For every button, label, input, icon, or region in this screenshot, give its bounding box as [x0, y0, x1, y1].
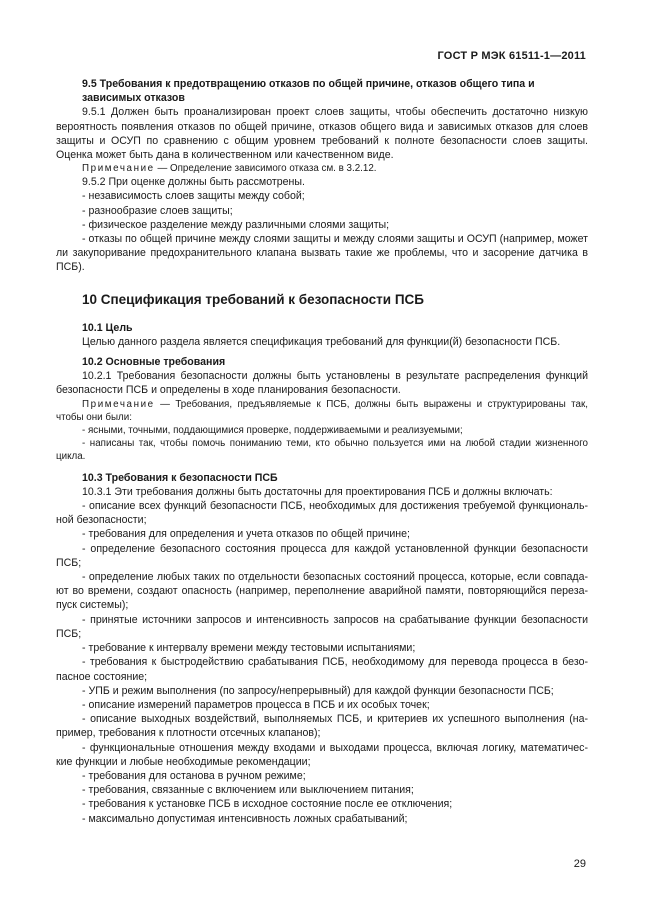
- paragraph-10-3-1: 10.3.1 Эти требования должны быть достаточны для проектирования ПСБ и должны включать:: [82, 485, 553, 498]
- list-item: - определение безопасного состояния процесса для каждой установленной функции безопасности ПСБ;: [56, 542, 588, 569]
- note-text: — Определение зависимого отказа см. в 3.2.12.: [154, 163, 377, 175]
- note-list-item: - ясными, точными, поддающимися проверке, поддерживаемыми и реализуемыми;: [82, 424, 463, 436]
- section-10-1-title: 10.1 Цель: [82, 321, 133, 334]
- list-item: - описание измерений параметров процесса в ПСБ и их особых точек;: [82, 698, 430, 711]
- document-body: [56, 77, 588, 826]
- document-header: ГОСТ Р МЭК 61511-1—2011: [437, 50, 586, 62]
- page-number: 29: [573, 858, 586, 870]
- note-9-5: [56, 162, 588, 175]
- note-10-2: [56, 398, 588, 424]
- list-item: - отказы по общей причине между слоями защиты и между слоями защиты и ОСУП (например, может ли закупоривание предохранительного клапана вызвать такие же проблемы, что и засорение датчика в ПСБ).: [56, 233, 588, 274]
- note-label: Примечание: [82, 398, 155, 410]
- list-item: - требования к быстродействию срабатывания ПСБ, необходимому для перевода процесса в безо-пасное состояние;: [56, 656, 588, 683]
- list-item: - требования для останова в ручном режиме;: [82, 769, 306, 782]
- list-item: - разнообразие слоев защиты;: [82, 204, 233, 217]
- paragraph-10-1: Целью данного раздела является спецификация требований для функции(й) безопасности ПСБ.: [82, 335, 561, 348]
- list-item: - функциональные отношения между входами и выходами процесса, включая логику, математичес-кие функции и любые необходимые рекомендации;: [56, 741, 588, 768]
- list-item: - требования для определения и учета отказов по общей причине;: [82, 528, 410, 541]
- list-item: - требования к установке ПСБ в исходное состояние после ее отключения;: [82, 798, 453, 811]
- list-item: - УПБ и режим выполнения (по запросу/непрерывный) для каждой функции безопасности ПСБ;: [82, 684, 554, 697]
- list-item: - определение любых таких по отдельности безопасных состояний процесса, которые, если совпада-ют во времени, создают опасность (например, переполнение аварийной памяти, повторяющийся переза-пуск системы);: [56, 571, 588, 612]
- section-10-3-title: 10.3 Требования к безопасности ПСБ: [82, 471, 278, 484]
- list-item: - требование к интервалу времени между тестовыми испытаниями;: [82, 642, 416, 655]
- section-10-2-title: 10.2 Основные требования: [82, 356, 226, 369]
- paragraph-10-2-1: 10.2.1 Требования безопасности должны быть установлены в результате распределения функций безопасности ПСБ и определены в ходе планирования безопасности.: [56, 370, 588, 397]
- section-10-title: 10 Спецификация требований к безопасности ПСБ: [82, 291, 424, 307]
- note-text: — Требования, предъявляемые к ПСБ, должны быть выражены и структурированы так, чтобы они были:: [56, 398, 588, 423]
- section-9-5-title: 9.5 Требования к предотвращению отказов по общей причине, отказов общего типа и зависимых отказов: [82, 78, 535, 105]
- list-item: - максимально допустимая интенсивность ложных срабатываний;: [82, 812, 408, 825]
- paragraph-9-5-2: 9.5.2 При оценке должны быть рассмотрены.: [82, 176, 305, 189]
- list-item: - требования, связанные с включением или выключением питания;: [82, 784, 414, 797]
- list-item: - принятые источники запросов и интенсивность запросов на срабатывание функции безопасности ПСБ;: [56, 613, 588, 640]
- list-item: - описание выходных воздействий, выполняемых ПСБ, и критериев их успешного выполнения (на-пример, требования к плотности отсечных клапанов);: [56, 713, 588, 740]
- list-item: - независимость слоев защиты между собой;: [82, 190, 305, 203]
- paragraph-9-5-1: 9.5.1 Должен быть проанализирован проект слоев защиты, чтобы обеспечить достаточно низкую вероятность появления отказов по общей причине, отказов общего вида и зависимых отказов для слоев защиты и ОСУП по сравнению с общим уровнем требований к полноте безопасности слоев защиты. Оценка может быть дана в количественном или качественном виде.: [56, 106, 588, 162]
- note-label: Примечание: [82, 163, 155, 175]
- list-item: - описание всех функций безопасности ПСБ, необходимых для достижения требуемой функциональ-ной безопасности;: [56, 500, 588, 527]
- note-list-item: - написаны так, чтобы помочь пониманию теми, кто обычно пользуется ими на любой стадии жизненного цикла.: [56, 437, 588, 462]
- list-item: - физическое разделение между различными слоями защиты;: [82, 218, 390, 231]
